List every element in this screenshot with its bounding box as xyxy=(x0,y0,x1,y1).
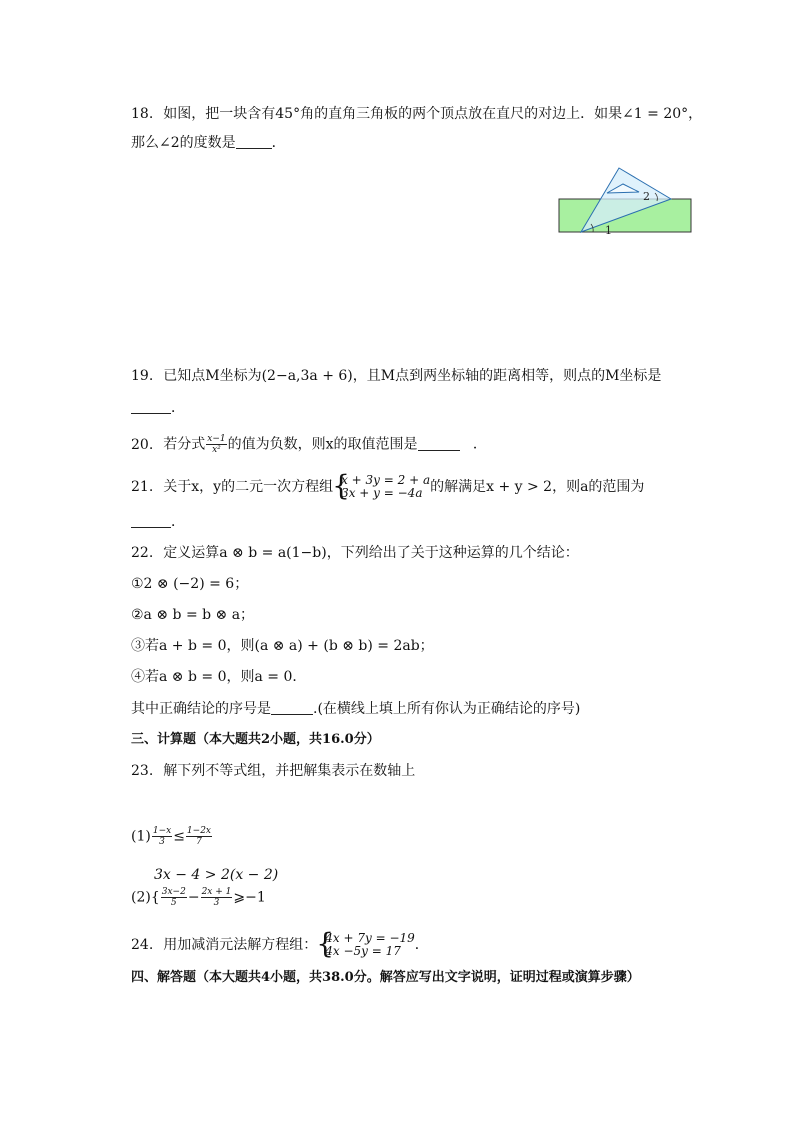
fraction xyxy=(186,826,212,847)
part-label: (2){ xyxy=(131,889,160,906)
section-heading-3: 三、计算题（本大题共2小题，共16.0分） xyxy=(131,732,380,747)
angle-2-label: 2 xyxy=(643,190,650,203)
question-text: 解下列不等式组，并把解集表示在数轴上 xyxy=(163,763,416,779)
question-text: 关于x，y的二元一次方程组 xyxy=(163,479,334,495)
fraction-denominator: x² xyxy=(212,445,221,455)
question-text: 那么∠2的度数是 xyxy=(131,135,236,151)
answer-blank xyxy=(418,436,460,451)
question-number: 18. xyxy=(131,106,154,122)
section-heading-4: 四、解答题（本大题共4小题，共38.0分。解答应写出文字说明，证明过程或演算步骤） xyxy=(131,970,640,985)
equation: { 4x + 7y = −19 xyxy=(325,931,415,945)
question-number: 20. xyxy=(131,436,154,453)
question-number: 21. xyxy=(131,479,154,495)
answer-blank xyxy=(131,513,171,528)
fraction-denominator: 5 xyxy=(170,898,177,908)
punctuation: ． xyxy=(171,400,185,416)
question-22-intro xyxy=(131,543,579,563)
equation: { x + 3y = 2 + a xyxy=(341,473,431,487)
question-19-line1 xyxy=(131,366,661,386)
question-18-line1 xyxy=(131,104,702,124)
fraction-denominator: 7 xyxy=(196,837,202,847)
question-text: .(在横线上填上所有你认为正确结论的序号) xyxy=(313,701,581,717)
question-18-line2 xyxy=(131,133,286,153)
punctuation: ． xyxy=(414,937,429,953)
conclusion-1: ①2 ⊗ (−2) = 6； xyxy=(131,576,249,592)
question-number: 19. xyxy=(131,368,154,384)
ruler-triangle-figure xyxy=(555,162,695,236)
conclusion-3: ③若a + b = 0，则(a ⊗ a) + (b ⊗ b) = 2ab； xyxy=(131,638,434,654)
part-label: (1) xyxy=(131,828,151,845)
fraction xyxy=(201,887,233,908)
question-text: 用加减消元法解方程组： xyxy=(163,937,318,953)
fraction xyxy=(152,826,172,847)
operator: ⩾−1 xyxy=(233,889,266,906)
punctuation: ． xyxy=(271,135,286,151)
question-19-line2 xyxy=(131,398,185,418)
question-text: 其中正确结论的序号是 xyxy=(131,701,271,717)
fraction-numerator: 2x + 1 xyxy=(201,887,232,897)
question-text: 的解满足x + y > 2，则a的范围为 xyxy=(430,479,645,495)
question-21-line2 xyxy=(131,512,185,532)
question-text: 如图，把一块含有45°角的直角三角板的两个顶点放在直尺的对边上．如果∠1 = 20°， xyxy=(163,106,703,122)
question-24 xyxy=(131,932,429,958)
fraction xyxy=(161,887,187,908)
fraction-numerator: 1−2x xyxy=(186,826,211,836)
question-text: 若分式 xyxy=(163,436,206,453)
question-number: 22. xyxy=(131,545,154,561)
fraction xyxy=(206,434,226,455)
equation: 3x + y = −4a xyxy=(341,486,423,500)
answer-blank xyxy=(236,134,272,149)
question-number: 24. xyxy=(131,937,154,953)
answer-blank xyxy=(131,399,171,414)
question-23-part-2-bottom xyxy=(131,887,266,908)
question-23 xyxy=(131,761,415,781)
equation-system xyxy=(317,932,415,958)
question-22-ask xyxy=(131,699,580,719)
fraction-numerator: 3x−2 xyxy=(161,887,186,897)
conclusion-2: ②a ⊗ b = b ⊗ a； xyxy=(131,607,255,623)
fraction-denominator: 3 xyxy=(213,898,220,908)
question-text: 定义运算a ⊗ b = a(1−b)，下列给出了关于这种运算的几个结论： xyxy=(163,545,579,561)
question-number: 23. xyxy=(131,763,154,779)
question-text: 的值为负数，则x的取值范围是 xyxy=(227,436,418,453)
angle-1-label: 1 xyxy=(605,224,612,236)
operator: − xyxy=(187,889,200,906)
fraction-numerator: 1−x xyxy=(152,826,172,836)
question-23-part-2-top: 3x − 4 > 2(x − 2) xyxy=(154,867,279,883)
conclusion-4: ④若a ⊗ b = 0，则a = 0． xyxy=(131,669,307,685)
fraction-numerator: x−1 xyxy=(207,434,226,444)
question-23-part-1 xyxy=(131,826,213,847)
operator: ≤ xyxy=(173,828,185,845)
punctuation: ． xyxy=(171,514,185,530)
answer-blank xyxy=(271,700,313,715)
question-text: 已知点M坐标为(2−a,3a + 6)，且M点到两坐标轴的距离相等，则点的M坐标是 xyxy=(163,368,662,384)
fraction-denominator: 3 xyxy=(159,837,165,847)
equation: 4x −5y = 17 xyxy=(325,944,401,958)
question-21-line1 xyxy=(131,474,644,500)
question-20 xyxy=(131,434,487,455)
punctuation: ． xyxy=(472,436,487,453)
equation-system xyxy=(333,474,430,500)
